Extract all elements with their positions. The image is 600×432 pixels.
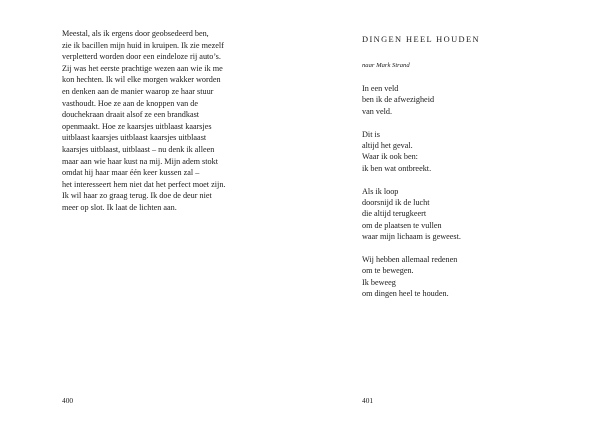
stanza bbox=[362, 254, 562, 300]
page-number-left: 400 bbox=[62, 396, 74, 405]
prose-line: Ik wil haar zo graag terug. Ik doe de deur niet bbox=[62, 191, 212, 201]
poem-line: Ik beweeg bbox=[362, 277, 396, 287]
poem-title: DINGEN HEEL HOUDEN bbox=[362, 35, 480, 44]
poem-line: altijd het geval. bbox=[362, 141, 413, 151]
poem-line: om de plaatsen te vullen bbox=[362, 220, 442, 230]
prose-line: Meestal, als ik ergens door geobsedeerd ben, bbox=[62, 29, 209, 38]
poem-line: ik ben wat ontbreekt. bbox=[362, 163, 432, 173]
stanza bbox=[362, 83, 562, 117]
prose-line: openmaakt. Hoe ze kaarsjes uitblaast kaarsjes bbox=[62, 121, 212, 131]
prose-line: Zij was het eerste prachtige wezen aan wie ik me bbox=[62, 63, 223, 73]
poem-line: om te bewegen. bbox=[362, 266, 414, 276]
prose-line: meer op slot. Ik laat de lichten aan. bbox=[62, 202, 177, 212]
prose-line: zie ik bacillen mijn huid in kruipen. Ik zie mezelf bbox=[62, 40, 224, 50]
prose-passage bbox=[62, 28, 282, 214]
prose-line: douchekraan draait alsof ze een brandkast bbox=[62, 110, 200, 120]
right-page bbox=[300, 0, 600, 432]
poem-line: Wij hebben allemaal redenen bbox=[362, 255, 458, 265]
page-number-right: 401 bbox=[362, 396, 374, 405]
prose-line: omdat hij haar maar één keer kussen zal – bbox=[62, 168, 200, 178]
poem-line: die altijd terugkeert bbox=[362, 209, 427, 219]
prose-line: het interesseert hem niet dat het perfect moet zijn. bbox=[62, 179, 226, 189]
poem-line: waar mijn lichaam is geweest. bbox=[362, 232, 461, 242]
prose-line: kon hechten. Ik wil elke morgen wakker worden bbox=[62, 75, 221, 85]
poem-line: om dingen heel te houden. bbox=[362, 289, 449, 299]
prose-line: maar aan wie haar kust na mij. Mijn adem stokt bbox=[62, 156, 218, 166]
poem-line: Waar ik ook ben: bbox=[362, 152, 418, 162]
poem bbox=[362, 34, 562, 311]
stanza bbox=[362, 186, 562, 243]
prose-line: vasthoudt. Hoe ze aan de knoppen van de bbox=[62, 98, 198, 108]
prose-line: uitblaast kaarsjes uitblaast kaarsjes uitblaast bbox=[62, 133, 207, 143]
poem-line: In een veld bbox=[362, 84, 399, 93]
poem-dedication: naar Mark Strand bbox=[362, 62, 410, 69]
prose-line: verpletterd worden door een eindeloze rij auto’s. bbox=[62, 52, 221, 62]
poem-line: van veld. bbox=[362, 106, 393, 116]
poem-line: Dit is bbox=[362, 129, 380, 139]
prose-line: en denken aan de manier waarop ze haar stuur bbox=[62, 86, 214, 96]
poem-body bbox=[362, 83, 562, 300]
poem-line: doorsnijd ik de lucht bbox=[362, 198, 430, 208]
poem-line: ben ik de afwezigheid bbox=[362, 95, 435, 105]
prose-line: kaarsjes uitblaast, uitblaast – nu denk ik alleen bbox=[62, 144, 215, 154]
stanza bbox=[362, 129, 562, 175]
poem-line: Als ik loop bbox=[362, 186, 399, 196]
